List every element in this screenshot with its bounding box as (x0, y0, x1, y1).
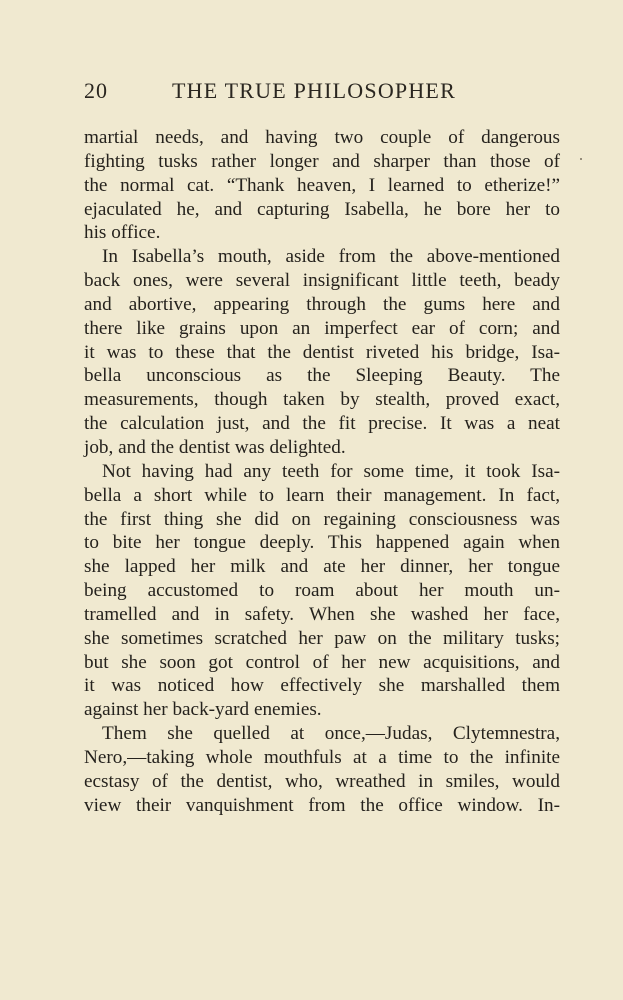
text-line: she lapped her milk and ate her dinner, her tongue (84, 556, 560, 578)
text-line: Nero,—taking whole mouthfuls at a time to the infinite (84, 746, 560, 768)
text-line: ejaculated he, and capturing Isabella, he bore her to (84, 198, 560, 220)
text-line: martial needs, and having two couple of dangerous (84, 127, 560, 148)
text-line: the calculation just, and the fit precise. It was a neat (84, 413, 560, 435)
text-line: bella a short while to learn their management. In fact, (84, 484, 560, 506)
text-line: it was to these that the dentist riveted his bridge, Isa- (84, 341, 560, 363)
paragraph-first-line: Them she quelled at once,—Judas, Clytemnestra, (102, 723, 560, 745)
text-line: she sometimes scratched her paw on the military tusks; (84, 627, 560, 649)
text-line: back ones, were several insignificant little teeth, beady (84, 270, 560, 292)
text-line: and abortive, appearing through the gums here and (84, 293, 560, 315)
text-line: measurements, though taken by stealth, proved exact, (84, 389, 560, 411)
text-line: the normal cat. “Thank heaven, I learned to etherize!” (84, 174, 560, 196)
paragraph-first-line: In Isabella’s mouth, aside from the above-mentioned (102, 246, 560, 268)
text-line: being accustomed to roam about her mouth un- (84, 580, 560, 602)
text-line: but she soon got control of her new acquisitions, and (84, 651, 560, 673)
page-header (84, 78, 564, 106)
text-line: against her back-yard enemies. (84, 699, 322, 721)
text-line: ecstasy of the dentist, who, wreathed in smiles, would (84, 770, 560, 792)
text-line: fighting tusks rather longer and sharper than those of (84, 150, 560, 172)
text-line: his office. (84, 222, 161, 244)
page-number: 20 (84, 78, 108, 103)
text-line: job, and the dentist was delighted. (84, 436, 346, 458)
body-text (84, 126, 560, 817)
paragraph-first-line: Not having had any teeth for some time, it took Isa- (102, 460, 560, 482)
text-line: the first thing she did on regaining consciousness was (84, 508, 560, 530)
running-head: THE TRUE PHILOSOPHER (172, 78, 456, 103)
text-line: there like grains upon an imperfect ear of corn; and (84, 317, 560, 339)
paper-speck (580, 158, 582, 160)
text-line: it was noticed how effectively she marshalled them (84, 675, 560, 697)
text-line: to bite her tongue deeply. This happened again when (84, 532, 560, 554)
text-line: tramelled and in safety. When she washed her face, (84, 603, 560, 625)
text-line: view their vanquishment from the office window. In- (84, 794, 560, 816)
text-line: bella unconscious as the Sleeping Beauty. The (84, 365, 560, 387)
